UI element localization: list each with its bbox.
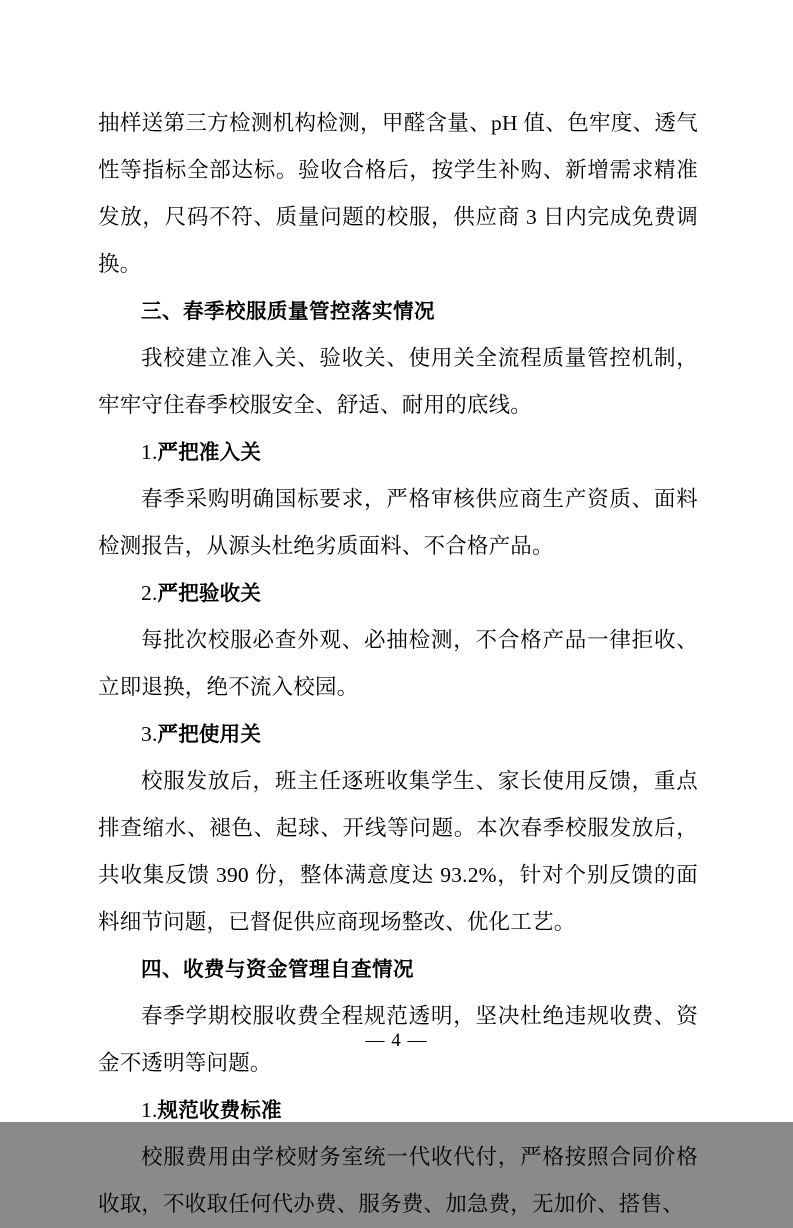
paragraph-fee-management-intro: 春季学期校服收费全程规范透明，坚决杜绝违规收费、资金不透明等问题。 — [98, 1004, 698, 1075]
subheading-text-3: 严把使用关 — [157, 722, 262, 746]
document-body — [98, 100, 698, 1228]
subheading-number-4: 1. — [141, 1098, 158, 1122]
paragraph-acceptance-control: 每批次校服必查外观、必抽检测，不合格产品一律拒收、立即退换，绝不流入校园。 — [98, 628, 698, 699]
page-number: — 4 — — [365, 1030, 428, 1051]
paragraph-quality-control-intro: 我校建立准入关、验收关、使用关全流程质量管控机制，牢牢守住春季校服安全、舒适、耐用的底线。 — [98, 346, 698, 417]
section-heading-four: 四、收费与资金管理自查情况 — [141, 957, 414, 981]
subheading-text-1: 严把准入关 — [157, 440, 262, 464]
paragraph-continuation: 抽样送第三方检测机构检测，甲醛含量、pH 值、色牢度、透气性等指标全部达标。验收合格后，按学生补购、新增需求精准发放，尺码不符、质量问题的校服，供应商 3 日内完成免费调换。 — [98, 111, 698, 276]
subheading-number-1: 1. — [141, 440, 158, 464]
paragraph-usage-control: 校服发放后，班主任逐班收集学生、家长使用反馈，重点排查缩水、褪色、起球、开线等问题。本次春季校服发放后，共收集反馈 390 份，整体满意度达 93.2%，针对个别反馈的面料细节问题，已督促供应商现场整改、优化工艺。 — [98, 769, 698, 934]
subheading-text-2: 严把验收关 — [157, 581, 262, 605]
paragraph-fee-standard: 校服费用由学校财务室统一代收代付，严格按照合同价格收取，不收取任何代办费、服务费、加急费，无加价、搭售、 — [98, 1145, 698, 1216]
subheading-1-fee-standard — [98, 1087, 698, 1134]
subheading-2-acceptance-control — [98, 570, 698, 617]
subheading-1-entry-control — [98, 429, 698, 476]
subheading-text-4: 规范收费标准 — [157, 1098, 282, 1122]
paragraph-entry-control: 春季采购明确国标要求，严格审核供应商生产资质、面料检测报告，从源头杜绝劣质面料、不合格产品。 — [98, 487, 698, 558]
subheading-number-2: 2. — [141, 581, 158, 605]
section-heading-three: 三、春季校服质量管控落实情况 — [141, 299, 435, 323]
subheading-number-3: 3. — [141, 722, 158, 746]
subheading-3-usage-control — [98, 711, 698, 758]
